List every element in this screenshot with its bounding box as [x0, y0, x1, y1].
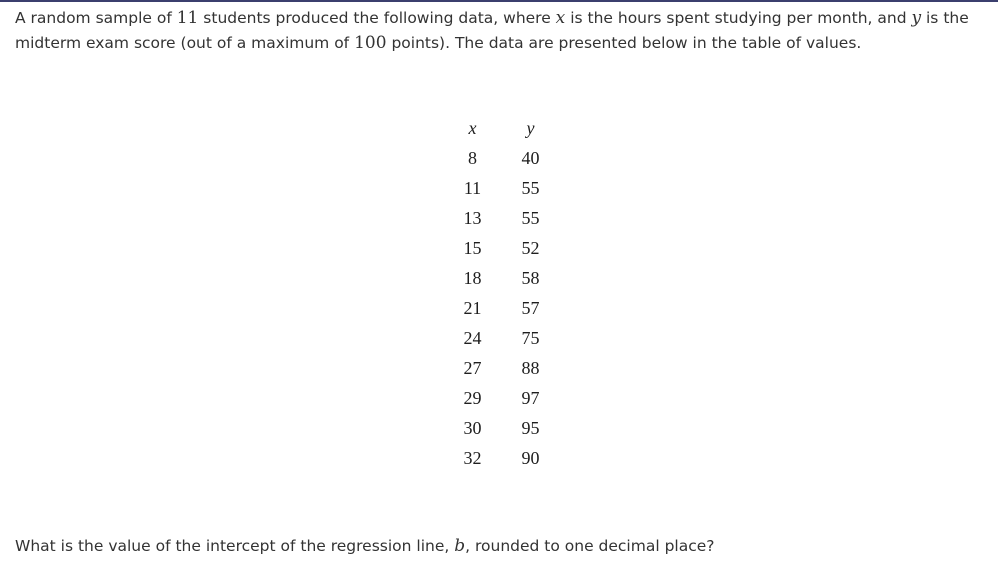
problem-statement: [15, 6, 990, 56]
cell-x: 21: [463, 298, 482, 319]
question-text: [15, 534, 990, 559]
question-text-1: What is the value of the intercept of the regression line,: [15, 537, 455, 555]
table-row: [443, 324, 559, 354]
cell-x: 29: [463, 388, 482, 409]
table-row: [443, 444, 559, 474]
cell-x: 11: [463, 177, 482, 198]
cell-x: 18: [463, 267, 482, 288]
table-row: [443, 384, 559, 414]
cell-y: 88: [521, 358, 540, 379]
variable-x: x: [555, 8, 566, 28]
cell-y: 55: [521, 207, 540, 228]
cell-x: 24: [463, 328, 482, 349]
intro-text-4: is the midterm exam score (out of a maximum of: [15, 9, 969, 52]
header-y: y: [526, 117, 535, 138]
intro-text-5: points). The data are presented below in the table of values.: [386, 34, 862, 52]
table-row: [443, 293, 559, 323]
cell-x: 32: [463, 448, 482, 469]
table-row: [443, 173, 559, 203]
table-row: [443, 203, 559, 233]
cell-x: 30: [463, 418, 482, 439]
intro-text-1: A random sample of: [15, 9, 177, 27]
data-table: [443, 113, 559, 474]
cell-y: 90: [521, 448, 540, 469]
max-score: 100: [354, 33, 387, 53]
cell-y: 55: [521, 177, 540, 198]
cell-y: 97: [521, 388, 540, 409]
table-row: [443, 233, 559, 263]
table-row: [443, 263, 559, 293]
cell-y: 40: [521, 147, 540, 168]
cell-y: 95: [521, 418, 540, 439]
intro-text-2: students produced the following data, where: [198, 9, 556, 27]
question-text-2: , rounded to one decimal place?: [465, 537, 715, 555]
table-row: [443, 354, 559, 384]
header-x: x: [468, 117, 477, 138]
table-row: [443, 143, 559, 173]
cell-x: 13: [463, 207, 482, 228]
cell-x: 15: [463, 237, 482, 258]
intro-text-3: is the hours spent studying per month, and: [565, 9, 912, 27]
variable-b: b: [454, 536, 466, 556]
variable-y: y: [911, 8, 922, 28]
top-divider: [0, 0, 998, 2]
cell-x: 8: [468, 147, 477, 168]
table-header-row: [443, 113, 559, 143]
sample-size: 11: [176, 8, 199, 28]
cell-x: 27: [463, 358, 482, 379]
cell-y: 75: [521, 328, 540, 349]
cell-y: 52: [521, 237, 540, 258]
cell-y: 58: [521, 267, 540, 288]
table-row: [443, 414, 559, 444]
cell-y: 57: [521, 298, 540, 319]
